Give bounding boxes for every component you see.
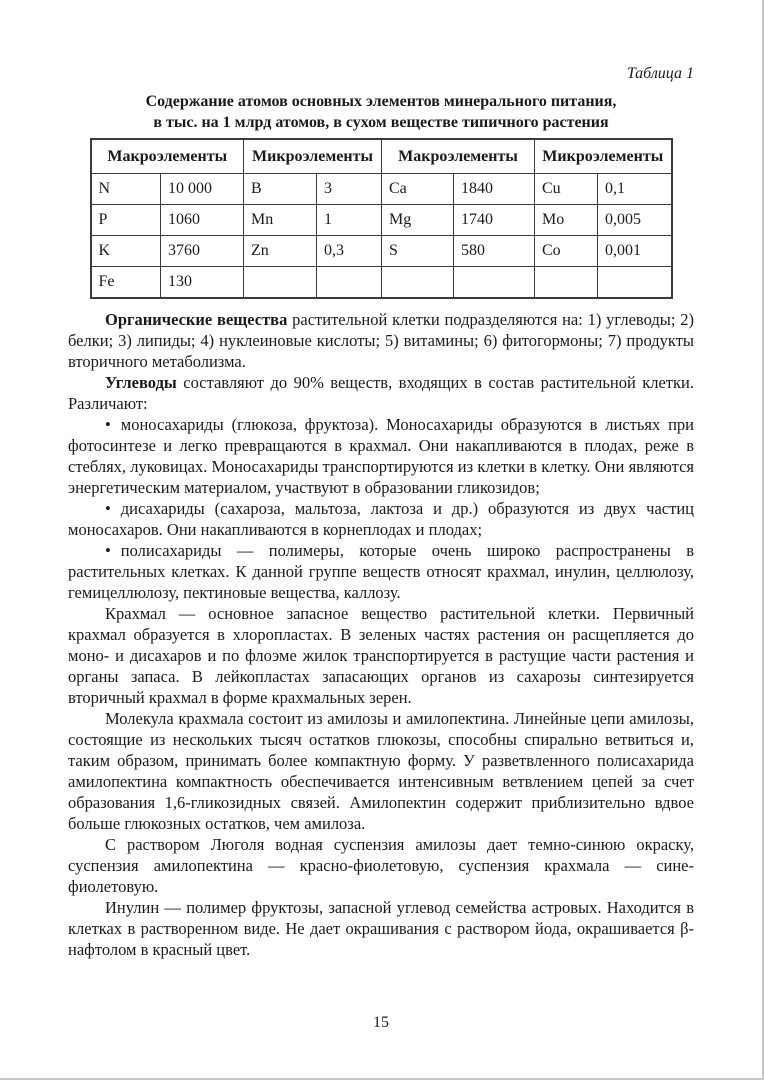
table-cell: 1840 [454, 174, 535, 205]
paragraph-lead: Углеводы [105, 373, 177, 392]
paragraph-text: составляют до 90% веществ, входящих в состав растительной клетки. Различают: [68, 373, 694, 413]
table-cell: Zn [244, 236, 317, 267]
table-cell [598, 267, 672, 299]
paragraph-text: полисахариды — полимеры, которые очень широко распространены в растительных клетках. К данной группе веществ относят крахмал, инулин, целлюлозу, гемицеллюлозу, пектиновые вещества, каллозу. [68, 541, 694, 602]
table-header: Микроэлементы [535, 139, 672, 174]
table-row [91, 205, 672, 236]
bullet-icon: • [105, 415, 111, 434]
table-cell: 580 [454, 236, 535, 267]
table-cell: Fe [91, 267, 161, 299]
paragraph-starch-molecule [68, 708, 694, 834]
table-cell: 0,3 [317, 236, 382, 267]
minerals-table [90, 138, 673, 299]
paragraph-text: моносахариды (глюкоза, фруктоза). Моносахариды образуются в листьях при фотосинтезе и легко превращаются в крахмал. Они накапливаются в плодах, реже в стеблях, луковицах. Моносахариды транспортируются из клетки в клетку. Они являются энергетическим материалом, участвуют в образовании гликозидов; [68, 415, 694, 497]
bullet-monosaccharides [68, 414, 694, 498]
table-title [68, 91, 694, 133]
table-cell [382, 267, 454, 299]
paragraph-starch [68, 603, 694, 708]
paragraph-organic-substances [68, 309, 694, 372]
table-caption: Таблица 1 [626, 65, 694, 82]
table-cell: N [91, 174, 161, 205]
body-text [68, 309, 694, 960]
table-cell [535, 267, 598, 299]
table-cell: Mn [244, 205, 317, 236]
table-header: Макроэлементы [91, 139, 244, 174]
table-cell: B [244, 174, 317, 205]
paragraph-text: дисахариды (сахароза, мальтоза, лактоза и др.) образуются из двух частиц моносахаров. Они накапливаются в корнеплодах и плодах; [68, 499, 694, 539]
table-cell: Ca [382, 174, 454, 205]
paragraph-text: С раствором Люголя водная суспензия амилозы дает темно-синюю окраску, суспензия амилопектина — красно-фиолетовую, суспензия крахмала — сине-фиолетовую. [68, 835, 694, 896]
page-number: 15 [373, 1014, 389, 1031]
table-cell: K [91, 236, 161, 267]
table-header-row [91, 139, 672, 174]
table-row [91, 267, 672, 299]
table-cell: 3760 [161, 236, 244, 267]
table-cell: 1 [317, 205, 382, 236]
table-row [91, 236, 672, 267]
table-title-line2: в тыс. на 1 млрд атомов, в сухом веществе типичного растения [153, 114, 609, 131]
paragraph-carbohydrates [68, 372, 694, 414]
table-header: Микроэлементы [244, 139, 382, 174]
table-cell: 10 000 [161, 174, 244, 205]
bullet-icon: • [105, 499, 111, 518]
paragraph-text: Инулин — полимер фруктозы, запасной углевод семейства астровых. Находится в клетках в растворенном виде. Не дает окрашивания с раствором йода, окрашивается β-нафтолом в красный цвет. [68, 898, 694, 959]
table-cell: 0,001 [598, 236, 672, 267]
table-cell: Cu [535, 174, 598, 205]
table-cell: 1060 [161, 205, 244, 236]
table-cell: Mg [382, 205, 454, 236]
table-header: Макроэлементы [382, 139, 535, 174]
table-title-line1: Содержание атомов основных элементов минерального питания, [145, 93, 617, 110]
table-cell [317, 267, 382, 299]
paragraph-text: Крахмал — основное запасное вещество растительной клетки. Первичный крахмал образуется в хлоропластах. В зеленых частях растения он расщепляется до моно- и дисахаров и по флоэме жилок транспортируется в растущие части растения и органы запаса. В лейкопластах запасающих органов из сахарозы синтезируется вторичный крахмал в форме крахмальных зерен. [68, 604, 694, 707]
table-cell [454, 267, 535, 299]
paragraph-lugol-solution [68, 834, 694, 897]
bullet-icon: • [105, 541, 111, 560]
paragraph-inulin [68, 897, 694, 960]
table-row [91, 174, 672, 205]
table-cell: 3 [317, 174, 382, 205]
table-cell: Co [535, 236, 598, 267]
paragraph-text: растительной клетки подразделяются на: 1) углеводы; 2) белки; 3) липиды; 4) нуклеиновые кислоты; 5) витамины; 6) фитогормоны; 7) продукты вторичного метаболизма. [68, 310, 694, 371]
paragraph-lead: Органические вещества [105, 310, 288, 329]
table-cell: 0,005 [598, 205, 672, 236]
table-cell: Mo [535, 205, 598, 236]
paragraph-text: Молекула крахмала состоит из амилозы и амилопектина. Линейные цепи амилозы, состоящие из нескольких тысяч остатков глюкозы, способны спирально ветвиться и, таким образом, принимать более компактную форму. У разветвленного полисахарида амилопектина компактность обеспечивается интенсивным ветвлением цепей за счет образования 1,6-гликозидных связей. Амилопектин содержит приблизительно вдвое больше глюкозных остатков, чем амилоза. [68, 709, 694, 833]
table-cell [244, 267, 317, 299]
table-cell: P [91, 205, 161, 236]
table-cell: S [382, 236, 454, 267]
table-cell: 1740 [454, 205, 535, 236]
table-cell: 0,1 [598, 174, 672, 205]
bullet-polysaccharides [68, 540, 694, 603]
table-cell: 130 [161, 267, 244, 299]
bullet-disaccharides [68, 498, 694, 540]
